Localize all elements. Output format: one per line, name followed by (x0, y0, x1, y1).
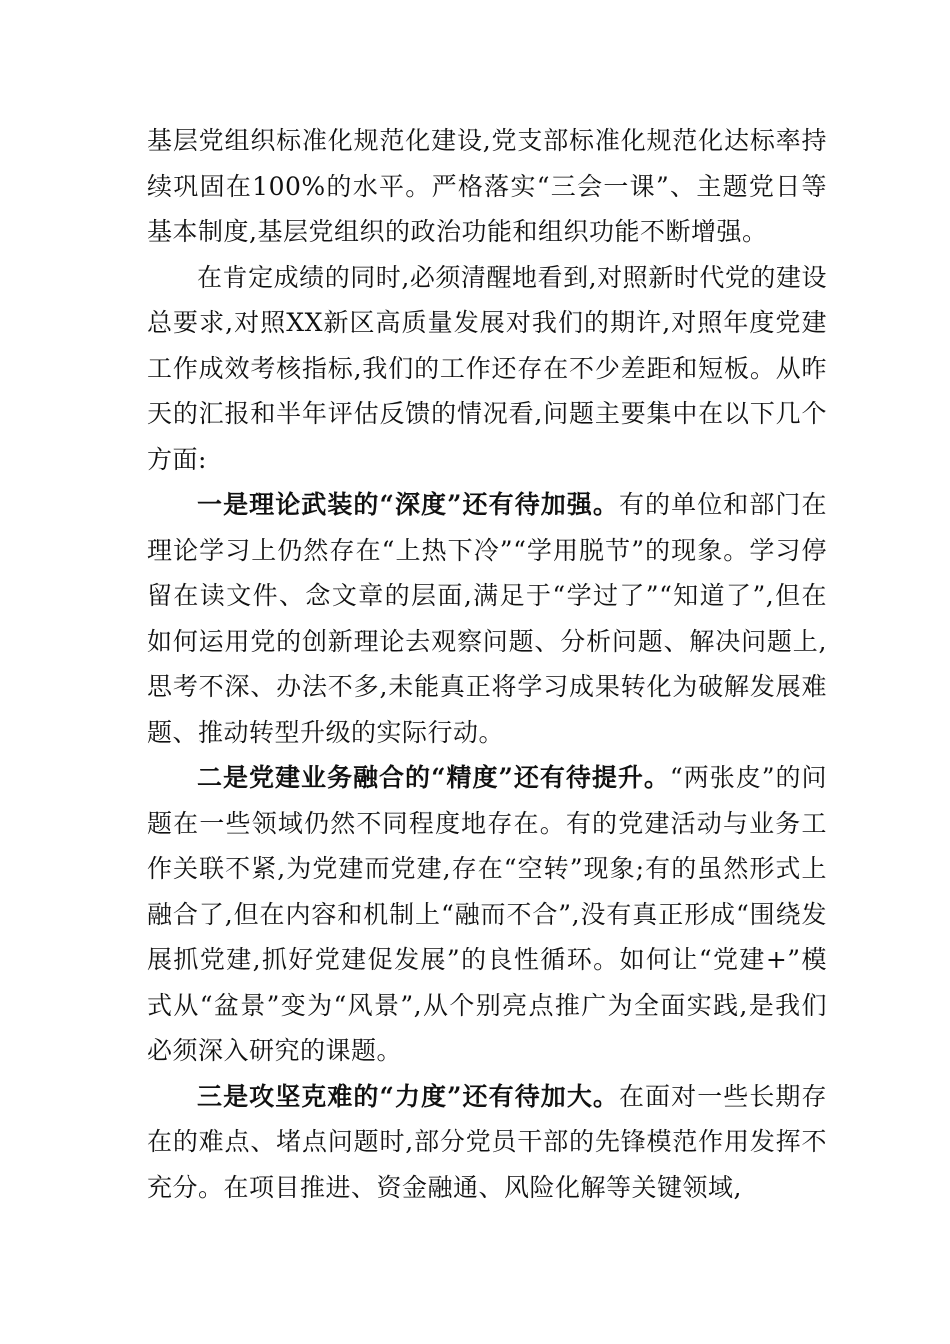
paragraph-5 (147, 1074, 827, 1211)
paragraph-4-text: “两张皮”的问题在一些领域仍然不同程度地存在。有的党建活动与业务工作关联不紧,为党建而党建,存在“空转”现象;有的虽然形式上融合了,但在内容和机制上“融而不合”,没有真正形成“围绕发展抓党建,抓好党建促发展”的良性循环。如何让“党建+”模式从“盆景”变为“风景”,从个别亮点推广为全面实践,是我们必须深入研究的课题。 (147, 763, 828, 1065)
paragraph-4 (147, 755, 827, 1074)
paragraph-5-heading: 三是攻坚克难的“力度”还有待加大。 (197, 1081, 619, 1111)
paragraph-3-heading: 一是理论武装的“深度”还有待加强。 (197, 490, 619, 519)
paragraph-3-text: 有的单位和部门在理论学习上仍然存在“上热下冷”“学用脱节”的现象。学习停留在读文件、念文章的层面,满足于“学过了”“知道了”,但在如何运用党的创新理论去观察问题、分析问题、解决问题上,思考不深、办法不多,未能真正将学习成果转化为破解发展难题、推动转型升级的实际行动。 (147, 490, 827, 747)
paragraph-3 (147, 482, 827, 755)
paragraph-4-heading: 二是党建业务融合的“精度”还有待提升。 (197, 763, 670, 792)
paragraph-1 (147, 118, 827, 255)
paragraph-1-text: 基层党组织标准化规范化建设,党支部标准化规范化达标率持续巩固在100%的水平。严格落实“三会一课”、主题党日等基本制度,基层党组织的政治功能和组织功能不断增强。 (147, 126, 827, 246)
paragraph-5-text: 在面对一些长期存在的难点、堵点问题时,部分党员干部的先锋模范作用发挥不充分。在项目推进、资金融通、风险化解等关键领域, (147, 1081, 827, 1202)
document-body (147, 118, 827, 1210)
paragraph-2 (147, 255, 827, 483)
paragraph-2-text: 在肯定成绩的同时,必须清醒地看到,对照新时代党的建设总要求,对照XX新区高质量发展对我们的期许,对照年度党建工作成效考核指标,我们的工作还存在不少差距和短板。从昨天的汇报和半年评估反馈的情况看,问题主要集中在以下几个方面: (147, 262, 827, 474)
